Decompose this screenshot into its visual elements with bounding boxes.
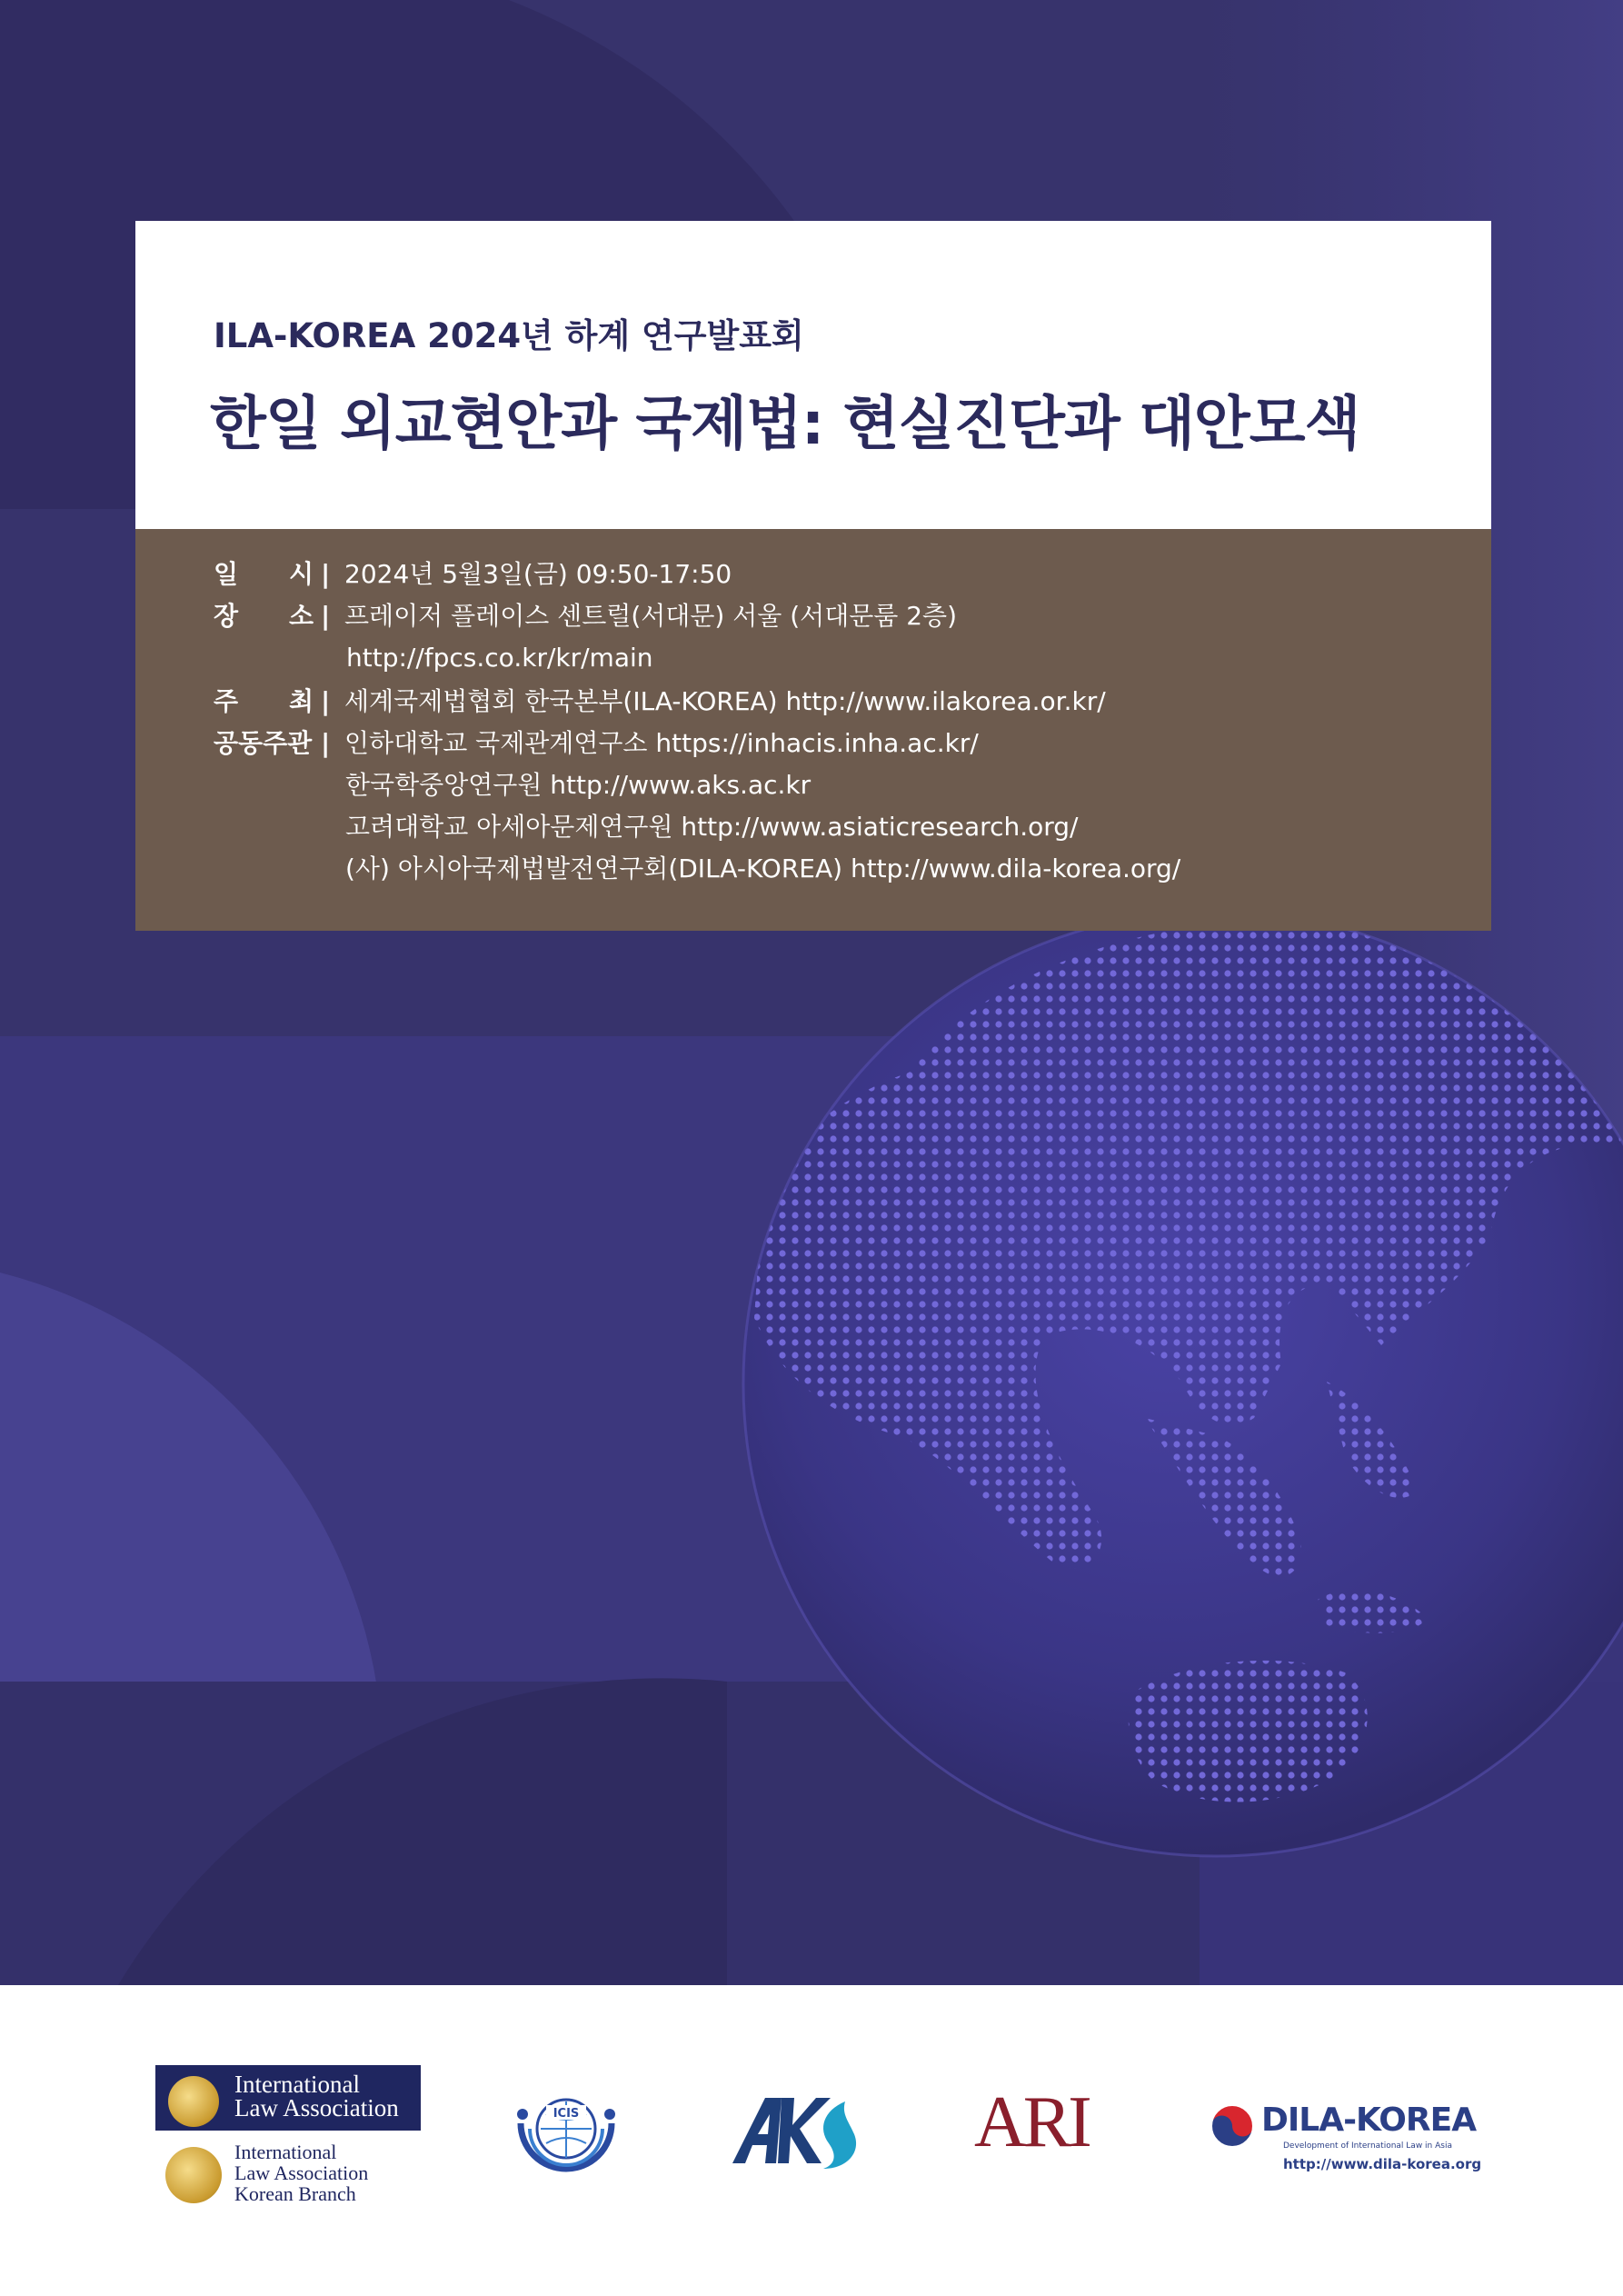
venue-url[interactable]: http://fpcs.co.kr/kr/main — [346, 643, 653, 673]
taegeuk-icon — [1209, 2103, 1256, 2149]
cohost-item: (사) 아시아국제법발전연구회(DILA-KOREA) http://www.dila-korea.org/ — [345, 854, 1181, 883]
aks-logo — [729, 2092, 865, 2171]
cohosts-label: 공동주관 — [214, 728, 313, 758]
globe-icon — [165, 2147, 222, 2203]
date-value: 2024년 5월3일(금) 09:50-17:50 — [344, 559, 732, 589]
event-subtitle: ILA-KOREA 2024년 하계 연구발표회 — [214, 316, 804, 355]
ari-logo: ARI — [974, 2082, 1089, 2162]
cohost-item: 인하대학교 국제관계연구소 https://inhacis.inha.ac.kr/ — [344, 728, 979, 758]
title-box — [135, 221, 1491, 529]
event-info-box — [135, 529, 1491, 931]
venue-label: 장 소 — [214, 601, 314, 631]
separator: | — [321, 559, 331, 589]
host-label: 주 최 — [214, 686, 314, 716]
icis-logo-text: ICIS — [553, 2107, 580, 2121]
cohost-item: 한국학중앙연구원 http://www.aks.ac.kr — [345, 770, 812, 800]
dila-logo-tagline: Development of International Law in Asia — [1283, 2141, 1452, 2151]
date-label: 일 시 — [214, 559, 314, 589]
info-row-venue — [214, 600, 957, 633]
host-value: 세계국제법협회 한국본부(ILA-KOREA) http://www.ilakorea.or.kr/ — [344, 686, 1106, 716]
info-row-date — [214, 558, 732, 591]
info-row-cohosts — [214, 727, 979, 760]
ila-logo-text: International Law Association — [234, 2071, 399, 2121]
sponsor-logo-bar — [0, 1985, 1623, 2296]
ila-logo — [155, 2065, 421, 2131]
globe-icon — [168, 2076, 219, 2127]
venue-value: 프레이저 플레이스 센트럴(서대문) 서울 (서대문룸 2층) — [344, 601, 958, 631]
info-row-host — [214, 685, 1106, 718]
dila-korea-logo — [1209, 2100, 1482, 2172]
ila-korean-branch-text: International Law Association Korean Branch — [234, 2141, 369, 2205]
separator: | — [321, 686, 331, 716]
icis-logo — [510, 2087, 622, 2174]
separator: | — [321, 728, 331, 758]
cohost-item: 고려대학교 아세아문제연구원 http://www.asiaticresearch.org/ — [345, 812, 1079, 842]
dila-logo-url[interactable]: http://www.dila-korea.org — [1283, 2156, 1482, 2172]
event-title: 한일 외교현안과 국제법: 현실진단과 대안모색 — [210, 391, 1360, 458]
dila-logo-name: DILA-KOREA — [1261, 2101, 1477, 2139]
separator: | — [321, 601, 331, 631]
ila-korean-branch-logo — [164, 2141, 400, 2214]
